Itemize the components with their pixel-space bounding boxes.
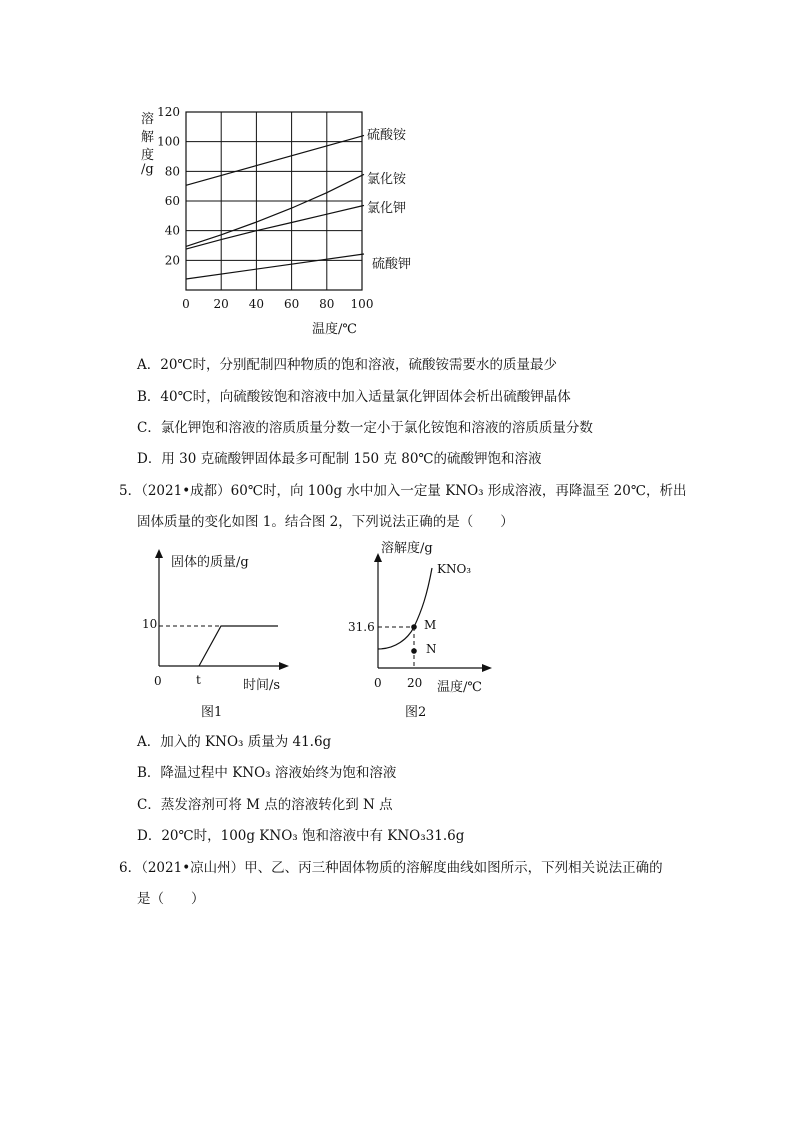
chart-y-tick-label: 80 [164, 164, 180, 179]
chart-ylabel-char: /g [141, 162, 154, 177]
chart-x-tick-label: 100 [350, 297, 374, 311]
fig2-kno3-curve [378, 568, 432, 649]
q5-option-b: B．降温过程中 KNO₃ 溶液始终为饱和溶液 [137, 765, 397, 781]
series-label-ammonium-chloride: 氯化铵 [367, 172, 407, 187]
fig2-x-mark: 20 [407, 676, 423, 690]
q5-option-c: C．蒸发溶剂可将 M 点的溶液转化到 N 点 [137, 797, 393, 813]
q5-option-d: D．20℃时，100g KNO₃ 饱和溶液中有 KNO₃31.6g [137, 828, 465, 844]
q5-option-a: A．加入的 KNO₃ 质量为 41.6g [137, 734, 332, 750]
chart-y-tick-label: 100 [157, 134, 180, 149]
option-a: A．20℃时，分别配制四种物质的饱和溶液，硫酸铵需要水的质量最少 [137, 357, 558, 373]
option-d: D．用 30 克硫酸钾固体最多可配制 150 克 80℃的硫酸钾饱和溶液 [137, 451, 542, 467]
chart-x-tick-label: 20 [213, 297, 229, 311]
option-b: B．40℃时，向硫酸铵饱和溶液中加入适量氯化钾固体会析出硫酸钾晶体 [137, 389, 571, 405]
fig2-origin: 0 [374, 676, 382, 690]
question-6-line-1: 6．（2021•凉山州）甲、乙、丙三种固体物质的溶解度曲线如图所示，下列相关说法正确的 [119, 860, 663, 876]
chart-ylabel-char: 溶 [141, 112, 155, 127]
fig2-point-n [411, 648, 417, 654]
fig1-y-mark: 10 [142, 617, 158, 631]
chart-y-tick-label: 20 [164, 253, 180, 268]
chart-xlabel: 温度/℃ [312, 322, 357, 337]
fig2-ylabel: 溶解度/g [381, 541, 433, 556]
series-label-ammonium-sulfate: 硫酸铵 [367, 128, 407, 143]
question-6-line-2: 是（ ） [137, 891, 205, 907]
chart-y-tick-label: 60 [164, 194, 180, 208]
chart-x-tick-label: 0 [182, 297, 190, 311]
chart-x-tick-label: 40 [248, 297, 265, 311]
question-5-line-1: 5．（2021•成都）60℃时，向 100g 水中加入一定量 KNO₃ 形成溶液，再降温至 20℃，析出 [119, 483, 687, 499]
fig2-xlabel: 温度/℃ [437, 680, 482, 695]
fig2-point-m-label: M [424, 618, 437, 632]
fig1-origin: 0 [154, 674, 162, 688]
fig1-caption: 图1 [201, 705, 223, 720]
chart-y-tick-label: 120 [157, 105, 180, 119]
fig1-ylabel: 固体的质量/g [171, 555, 249, 570]
fig2-curve-label: KNO₃ [437, 562, 472, 576]
series-label-potassium-sulfate: 硫酸钾 [372, 257, 412, 272]
fig2-point-m [411, 624, 417, 630]
chart-x-tick-label: 80 [319, 297, 335, 311]
series-label-potassium-chloride: 氯化钾 [367, 201, 407, 216]
fig2-x-arrow [482, 664, 492, 672]
fig2-point-n-label: N [426, 642, 437, 656]
fig1-xlabel: 时间/s [243, 678, 281, 693]
fig2-y-mark: 31.6 [348, 620, 375, 634]
chart-ylabel-char: 解 [141, 130, 155, 145]
fig2-caption: 图2 [405, 705, 427, 720]
chart-x-tick-label: 60 [283, 297, 300, 311]
question-5-line-2: 固体质量的变化如图 1。结合图 2，下列说法正确的是（ ） [137, 514, 514, 530]
fig1-t-mark: t [196, 673, 201, 687]
option-c: C．氯化钾饱和溶液的溶质质量分数一定小于氯化铵饱和溶液的溶质质量分数 [137, 420, 593, 436]
chart-y-tick-label: 40 [164, 223, 180, 238]
chart-ylabel-char: 度 [141, 148, 155, 163]
